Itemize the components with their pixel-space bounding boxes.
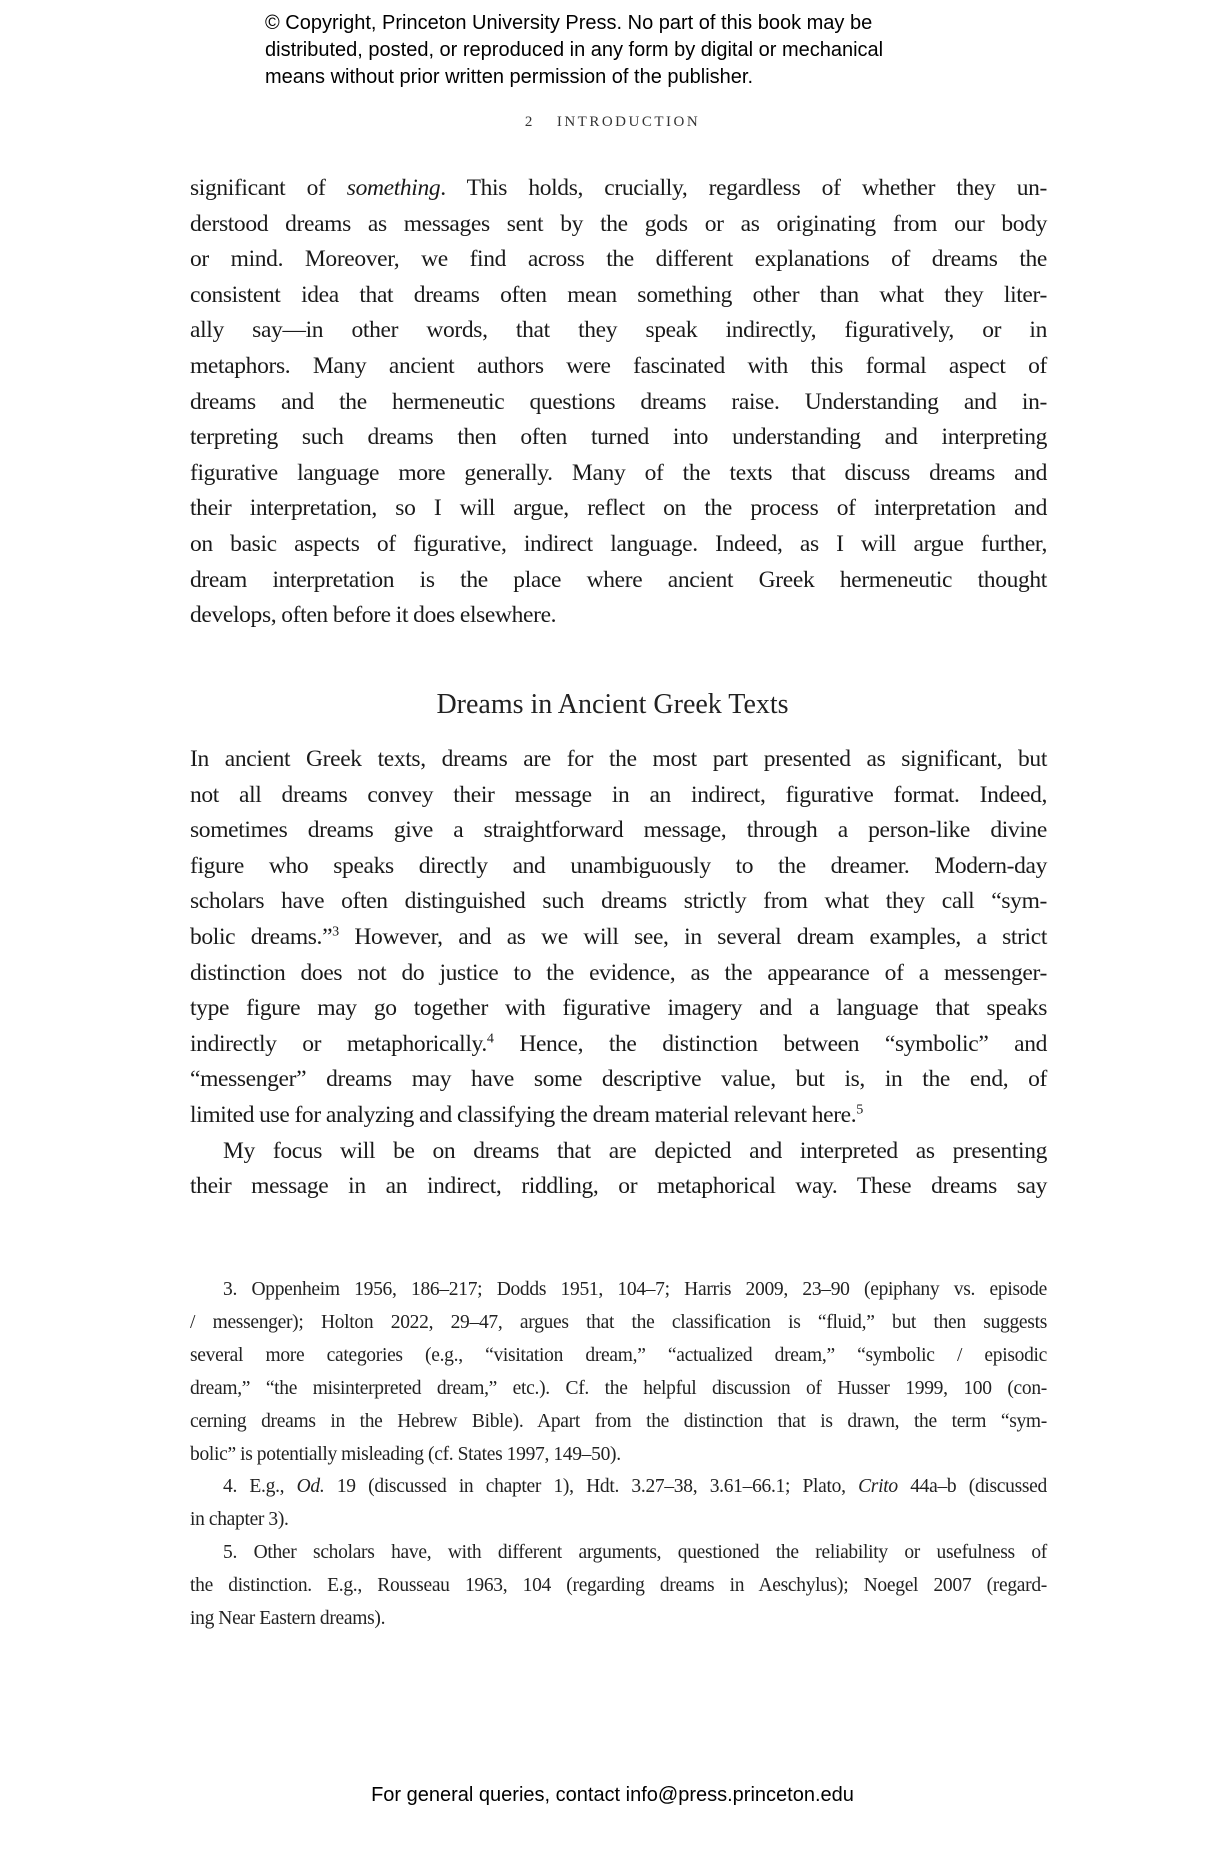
text-line	[190, 563, 1047, 599]
footnote-ref: 3	[332, 923, 339, 940]
copyright-line: © Copyright, Princeton University Press. No part of this book may be	[265, 12, 873, 34]
text-segment: not all dreams convey their message in an indirect, figurative format. Indeed,	[190, 781, 1047, 808]
text-segment: Hence, the distinction between “symbolic” and	[493, 1030, 1047, 1057]
text-segment: scholars have often distinguished such dreams strictly from what they call “sym-	[190, 888, 1047, 915]
text-line	[190, 313, 1047, 349]
italic-text: something	[346, 175, 441, 201]
text-segment: 5. Other scholars have, with different arguments, questioned the reliability or usefulness of	[223, 1542, 1047, 1564]
footer-contact: For general queries, contact info@press.princeton.edu	[371, 1784, 854, 1806]
text-segment: limited use for analyzing and classifying the dream material relevant here.	[190, 1101, 857, 1128]
copyright-notice	[265, 10, 883, 91]
text-line	[190, 813, 1047, 849]
text-segment: their interpretation, so I will argue, reflect on the process of interpretation and	[190, 495, 1047, 522]
text-segment: figurative language more generally. Many of the texts that discuss dreams and	[190, 459, 1047, 486]
text-line	[190, 1169, 1047, 1205]
running-head	[0, 114, 1225, 131]
text-line	[190, 1340, 1047, 1373]
footnote-ref: 4	[486, 1030, 494, 1047]
text-segment: consistent idea that dreams often mean something other than what they liter-	[190, 281, 1047, 308]
text-line	[190, 1439, 1047, 1472]
text-line	[190, 742, 1047, 778]
text-line	[190, 278, 1047, 314]
text-line	[190, 1274, 1047, 1307]
text-line	[190, 420, 1047, 456]
text-line	[190, 1098, 1047, 1134]
text-segment: terpreting such dreams then often turned into understanding and interpreting	[190, 424, 1047, 451]
text-line	[190, 1307, 1047, 1340]
text-line	[190, 527, 1047, 563]
text-segment: derstood dreams as messages sent by the gods or as originating from our body	[190, 210, 1047, 237]
text-segment: dreams and the hermeneutic questions dreams raise. Understanding and in-	[190, 388, 1047, 415]
text-line	[190, 171, 1047, 207]
text-segment: bolic dreams.”	[190, 923, 333, 950]
text-line	[190, 778, 1047, 814]
text-line	[190, 991, 1047, 1027]
text-segment: ing Near Eastern dreams).	[190, 1608, 386, 1630]
text-line	[190, 1027, 1047, 1063]
text-line	[190, 1471, 1047, 1504]
text-segment: 4. E.g.,	[223, 1476, 297, 1498]
footnotes	[190, 1274, 1047, 1636]
text-segment: In ancient Greek texts, dreams are for the most part presented as significant, but	[190, 746, 1047, 772]
text-line	[190, 598, 1047, 634]
text-segment: develops, often before it does elsewhere.	[190, 602, 557, 629]
text-segment: 3. Oppenheim 1956, 186–217; Dodds 1951, 104–7; Harris 2009, 23–90 (epiphany vs. episode	[223, 1279, 1047, 1300]
text-segment: sometimes dreams give a straightforward message, through a person-like divine	[190, 817, 1047, 844]
text-line	[190, 1537, 1047, 1570]
text-segment: metaphors. Many ancient authors were fascinated with this formal aspect of	[190, 352, 1047, 379]
text-segment: in chapter 3).	[190, 1509, 289, 1531]
text-segment: bolic” is potentially misleading (cf. States 1997, 149–50).	[190, 1443, 621, 1465]
text-segment: or mind. Moreover, we find across the different explanations of dreams the	[190, 246, 1047, 273]
text-line	[190, 207, 1047, 243]
copyright-line: distributed, posted, or reproduced in any form by digital or mechanical	[265, 39, 884, 61]
text-segment: . This holds, crucially, regardless of whether they un-	[440, 175, 1047, 201]
text-line	[190, 491, 1047, 527]
text-line	[190, 1570, 1047, 1603]
text-segment: dream,” “the misinterpreted dream,” etc.). Cf. the helpful discussion of Husser 1999, 100 (con-	[190, 1377, 1047, 1399]
text-line	[190, 884, 1047, 920]
text-segment: figure who speaks directly and unambiguously to the dreamer. Modern-day	[190, 852, 1047, 879]
text-line	[190, 456, 1047, 492]
text-line	[190, 1373, 1047, 1406]
text-segment: significant of	[190, 175, 347, 201]
chapter-title: INTRODUCTION	[556, 114, 701, 130]
text-line	[190, 1406, 1047, 1439]
footnote-ref: 5	[856, 1101, 863, 1118]
text-line	[190, 956, 1047, 992]
text-segment: indirectly or metaphorically.	[190, 1030, 487, 1057]
body-paragraph-2	[190, 742, 1047, 1205]
text-segment: distinction does not do justice to the evidence, as the appearance of a messenger-	[190, 959, 1047, 986]
italic-text: Od.	[296, 1476, 325, 1498]
text-line	[190, 1062, 1047, 1098]
text-segment: dream interpretation is the place where ancient Greek hermeneutic thought	[190, 566, 1047, 593]
text-line	[190, 920, 1047, 956]
text-segment: type figure may go together with figurative imagery and a language that speaks	[190, 995, 1047, 1022]
text-segment: on basic aspects of figurative, indirect language. Indeed, as I will argue further,	[190, 530, 1047, 557]
page-number: 2	[524, 114, 535, 130]
text-segment: / messenger); Holton 2022, 29–47, argues that the classification is “fluid,” but then suggests	[190, 1311, 1047, 1333]
italic-text: Crito	[858, 1476, 898, 1498]
text-segment: However, and as we will see, in several dream examples, a strict	[338, 923, 1047, 950]
text-segment: “messenger” dreams may have some descriptive value, but is, in the end, of	[190, 1066, 1047, 1093]
copyright-line: means without prior written permission of the publisher.	[265, 66, 754, 88]
section-heading: Dreams in Ancient Greek Texts	[436, 689, 789, 720]
text-line	[190, 1134, 1047, 1170]
text-segment: 44a–b (discussed	[897, 1476, 1047, 1498]
body-paragraph-1	[190, 171, 1047, 634]
text-segment: ally say—in other words, that they speak indirectly, figuratively, or in	[190, 317, 1047, 344]
text-segment: their message in an indirect, riddling, or metaphorical way. These dreams say	[190, 1173, 1047, 1200]
text-segment: My focus will be on dreams that are depicted and interpreted as presenting	[223, 1137, 1047, 1164]
text-line	[190, 1504, 1047, 1537]
text-segment: 19 (discussed in chapter 1), Hdt. 3.27–38, 3.61–66.1; Plato,	[324, 1476, 859, 1498]
text-segment: the distinction. E.g., Rousseau 1963, 104 (regarding dreams in Aeschylus); Noegel 2007 (regard-	[190, 1575, 1047, 1597]
text-line	[190, 385, 1047, 421]
text-line	[190, 242, 1047, 278]
text-line	[190, 849, 1047, 885]
text-segment: cerning dreams in the Hebrew Bible). Apart from the distinction that is drawn, the term “sym-	[190, 1410, 1047, 1432]
text-segment: several more categories (e.g., “visitation dream,” “actualized dream,” “symbolic / episodic	[190, 1344, 1047, 1366]
text-line	[190, 349, 1047, 385]
text-line	[190, 1603, 1047, 1636]
